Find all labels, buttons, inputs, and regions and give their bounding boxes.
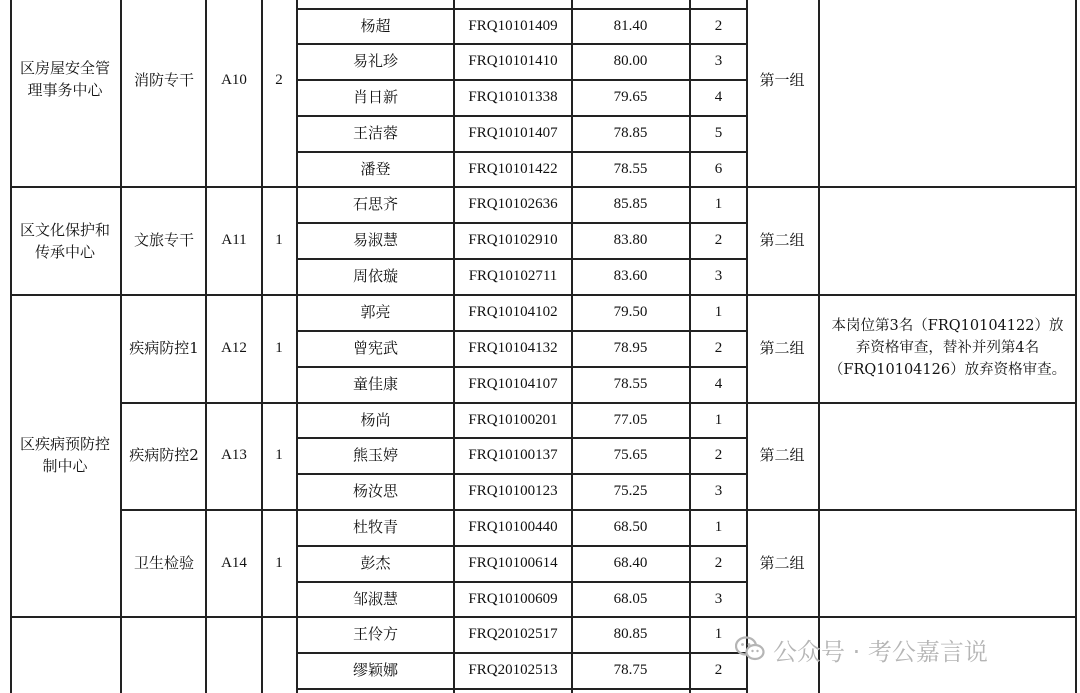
candidate-name: 郭亮 — [360, 303, 391, 321]
unit-label: 区房屋安全管 理事务中心 — [19, 59, 110, 99]
position-name: 消防专干 — [133, 71, 194, 89]
exam-score: 78.75 — [613, 662, 648, 678]
candidate-name: 易礼珍 — [352, 52, 398, 70]
ticket-number: FRQ10100609 — [468, 591, 558, 607]
candidate-name: 周依璇 — [352, 267, 398, 285]
candidate-name: 王伶方 — [352, 625, 398, 643]
candidate-name: 肖日新 — [352, 88, 398, 106]
exam-score: 78.55 — [613, 376, 648, 392]
exam-score: 78.85 — [613, 125, 648, 141]
grid-line — [1075, 0, 1077, 693]
group-label: 第二组 — [759, 231, 805, 249]
ticket-number: FRQ10100123 — [468, 483, 558, 499]
rank-number: 3 — [714, 53, 723, 69]
rank-number: 5 — [714, 125, 723, 141]
hire-count: 1 — [275, 340, 283, 356]
group-label: 第二组 — [759, 446, 805, 464]
exam-score: 77.05 — [613, 412, 648, 428]
ticket-number: FRQ10104107 — [468, 376, 558, 392]
exam-score: 80.00 — [613, 53, 648, 69]
rank-number: 1 — [714, 196, 723, 212]
ticket-number: FRQ10100137 — [468, 447, 558, 463]
candidate-name: 缪颖娜 — [352, 661, 398, 679]
watermark — [735, 631, 988, 667]
rank-number: 2 — [714, 555, 723, 571]
grid-line — [120, 0, 122, 693]
exam-score: 78.95 — [613, 340, 648, 356]
rank-number: 4 — [714, 89, 723, 105]
grid-line — [205, 0, 207, 693]
candidate-name: 彭杰 — [360, 554, 391, 572]
ticket-number: FRQ10100440 — [468, 519, 558, 535]
rank-number: 2 — [714, 340, 723, 356]
exam-score: 68.05 — [613, 591, 648, 607]
candidate-name: 易淑慧 — [352, 231, 398, 249]
rank-number: 3 — [714, 268, 723, 284]
wechat-icon — [735, 636, 765, 662]
exam-score: 81.40 — [613, 18, 648, 34]
rank-number: 3 — [714, 591, 723, 607]
candidate-name: 熊玉婷 — [352, 446, 398, 464]
candidate-name: 杜牧青 — [352, 518, 398, 536]
unit-cell — [10, 420, 120, 490]
exam-score: 75.65 — [613, 447, 648, 463]
unit-cell — [10, 44, 120, 114]
hire-count: 1 — [275, 555, 283, 571]
position-name: 疾病防控1 — [129, 339, 199, 357]
hire-count: 1 — [275, 232, 283, 248]
ticket-number: FRQ10101410 — [468, 53, 558, 69]
group-label: 第二组 — [759, 339, 805, 357]
position-code: A14 — [221, 555, 247, 571]
ticket-number: FRQ10102636 — [468, 196, 558, 212]
candidate-name: 潘登 — [360, 160, 391, 178]
ticket-number: FRQ20102517 — [468, 626, 558, 642]
group-label: 第一组 — [759, 71, 805, 89]
unit-label: 区文化保护和 传承中心 — [19, 221, 110, 261]
ticket-number: FRQ10102910 — [468, 232, 558, 248]
ticket-number: FRQ20102513 — [468, 662, 558, 678]
hire-count: 2 — [275, 72, 283, 88]
rank-number: 4 — [714, 376, 723, 392]
candidate-name: 杨尚 — [360, 411, 391, 429]
rank-number: 2 — [714, 447, 723, 463]
rank-number: 2 — [714, 18, 723, 34]
exam-score: 79.65 — [613, 89, 648, 105]
group-label: 第二组 — [759, 554, 805, 572]
candidate-name: 邹淑慧 — [352, 590, 398, 608]
rank-number: 3 — [714, 483, 723, 499]
position-code: A11 — [221, 232, 247, 248]
ticket-number: FRQ10101409 — [468, 18, 558, 34]
exam-score: 68.50 — [613, 519, 648, 535]
position-name: 卫生检验 — [133, 554, 194, 572]
ticket-number: FRQ10100201 — [468, 412, 558, 428]
grid-line — [261, 0, 263, 693]
rank-number: 1 — [714, 626, 723, 642]
candidate-name: 童佳康 — [352, 375, 398, 393]
position-name: 疾病防控2 — [129, 446, 199, 464]
candidate-name: 曾宪武 — [352, 339, 398, 357]
candidate-name: 石思齐 — [352, 195, 398, 213]
rank-number: 6 — [714, 161, 723, 177]
exam-score: 78.55 — [613, 161, 648, 177]
position-name: 文旅专干 — [133, 231, 194, 249]
ticket-number: FRQ10100614 — [468, 555, 558, 571]
position-code: A10 — [221, 72, 247, 88]
watermark-text: 公众号 · 考公嘉言说 — [773, 637, 988, 666]
candidate-name: 杨超 — [360, 17, 391, 35]
ticket-number: FRQ10101422 — [468, 161, 558, 177]
position-code: A12 — [221, 340, 247, 356]
exam-score: 79.50 — [613, 304, 648, 320]
rank-number: 1 — [714, 304, 723, 320]
exam-score: 85.85 — [613, 196, 648, 212]
remark-note: 本岗位第3名（FRQ10104122）放弃资格审查，替补并列第4名（FRQ10104126）放弃资格审查。 — [828, 318, 1067, 378]
rank-number: 1 — [714, 519, 723, 535]
rank-number: 1 — [714, 412, 723, 428]
ticket-number: FRQ10102711 — [468, 268, 558, 284]
exam-score: 75.25 — [613, 483, 648, 499]
exam-score: 80.85 — [613, 626, 648, 642]
ticket-number: FRQ10104102 — [468, 304, 558, 320]
unit-cell — [10, 206, 120, 276]
candidate-name: 王洁蓉 — [352, 124, 398, 142]
rank-number: 2 — [714, 232, 723, 248]
unit-label: 区疾病预防控 制中心 — [19, 435, 110, 475]
ticket-number: FRQ10101338 — [468, 89, 558, 105]
exam-score: 83.80 — [613, 232, 648, 248]
position-code: A13 — [221, 447, 247, 463]
grid-line — [296, 688, 748, 690]
candidate-name: 杨汝思 — [352, 482, 398, 500]
rank-number: 2 — [714, 662, 723, 678]
exam-score: 83.60 — [613, 268, 648, 284]
ticket-number: FRQ10101407 — [468, 125, 558, 141]
hire-count: 1 — [275, 447, 283, 463]
ticket-number: FRQ10104132 — [468, 340, 558, 356]
exam-score: 68.40 — [613, 555, 648, 571]
